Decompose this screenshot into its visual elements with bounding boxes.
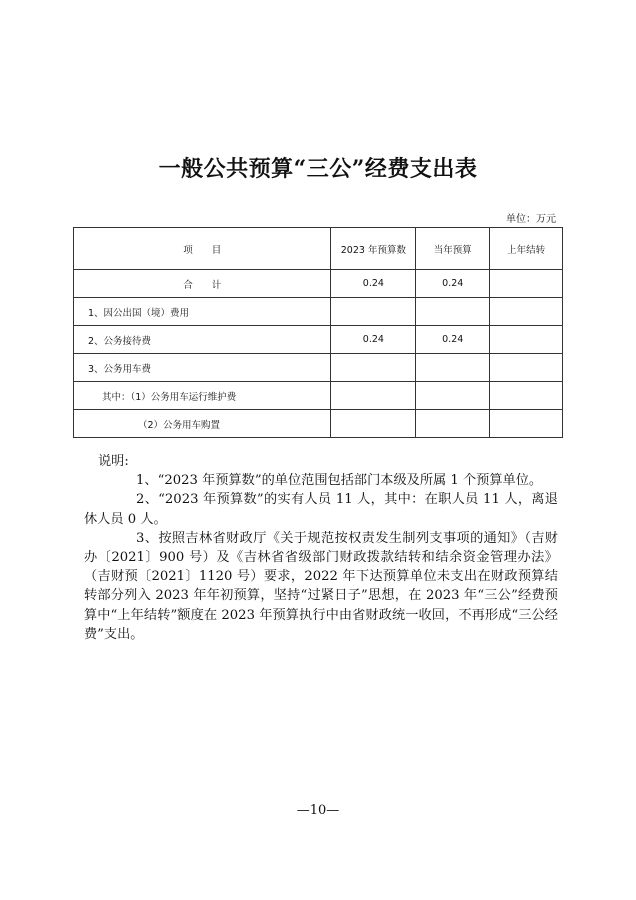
header-item: 项 目 (74, 228, 331, 270)
row-carryover (490, 354, 563, 382)
row-budget-2023: 0.24 (331, 326, 416, 354)
row-carryover (490, 326, 563, 354)
row-budget-2023 (331, 382, 416, 410)
row-carryover (490, 382, 563, 410)
row-carryover (490, 410, 563, 438)
header-current-year: 当年预算 (416, 228, 490, 270)
row-carryover (490, 270, 563, 298)
row-budget-2023 (331, 298, 416, 326)
row-label: 3、公务用车费 (74, 354, 331, 382)
note-item: 2、“2023 年预算数”的实有人员 11 人，其中：在职人员 11 人，离退休人员 0 人。 (84, 492, 558, 527)
notes-section (84, 452, 558, 644)
table-row (74, 354, 563, 382)
budget-table (73, 227, 563, 438)
header-budget-2023: 2023 年预算数 (331, 228, 416, 270)
row-current-year: 0.24 (416, 326, 490, 354)
page-title: 一般公共预算“三公”经费支出表 (158, 156, 478, 182)
row-label: 其中：（1）公务用车运行维护费 (74, 382, 331, 410)
table-header-row (74, 228, 563, 270)
unit-label: 单位：万元 (506, 214, 556, 225)
notes-label: 说明: (98, 454, 129, 469)
note-item: 1、“2023 年预算数”的单位范围包括部门本级及所属 1 个预算单位。 (136, 473, 543, 489)
row-current-year (416, 354, 490, 382)
row-label: 2、公务接待费 (74, 326, 331, 354)
row-label: （2）公务用车购置 (74, 410, 331, 438)
row-label: 合 计 (74, 270, 331, 298)
row-budget-2023 (331, 410, 416, 438)
note-item: 3、按照吉林省财政厅《关于规范按权责发生制列支事项的通知》（吉财办〔2021〕900 号）及《吉林省省级部门财政拨款结转和结余资金管理办法》（吉财预〔2021〕1120 号）要求，2022 年下达预算单位未支出在财政预算结转部分列入 2023 年年初预算，坚持“过紧日子”思想，在 2023 年“三公”经费预算中“上年结转”额度在 2023 年预算执行中由省财政统一收回，不再形成“三公经费”支出。 (84, 530, 558, 642)
table-row (74, 382, 563, 410)
row-carryover (490, 298, 563, 326)
row-label: 1、因公出国（境）费用 (74, 298, 331, 326)
row-current-year (416, 382, 490, 410)
row-current-year (416, 298, 490, 326)
table-row (74, 410, 563, 438)
table-row (74, 270, 563, 298)
table-row (74, 298, 563, 326)
page-number: —10— (296, 803, 340, 818)
header-carryover: 上年结转 (490, 228, 563, 270)
row-budget-2023 (331, 354, 416, 382)
table-row (74, 326, 563, 354)
row-current-year: 0.24 (416, 270, 490, 298)
row-budget-2023: 0.24 (331, 270, 416, 298)
row-current-year (416, 410, 490, 438)
